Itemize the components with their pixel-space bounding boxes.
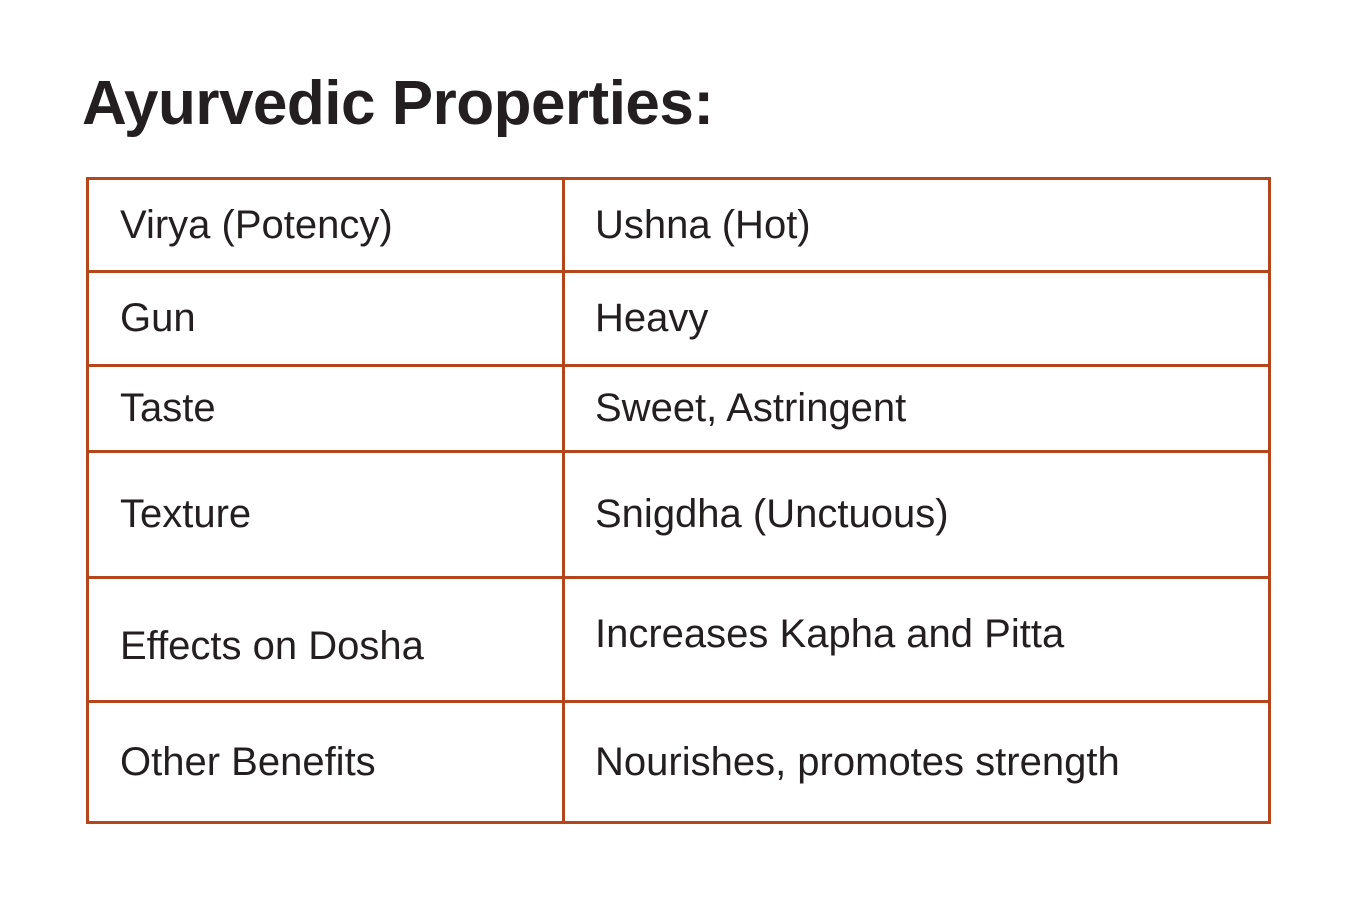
property-cell [88, 452, 564, 578]
table-row [88, 578, 1270, 702]
value-cell [564, 452, 1270, 578]
property-value: Heavy [595, 296, 709, 340]
property-value: Ushna (Hot) [595, 202, 811, 247]
property-cell [88, 366, 564, 452]
property-value: Increases Kapha and Pitta [595, 612, 1065, 656]
value-cell [564, 578, 1270, 702]
property-label: Other Benefits [120, 739, 376, 784]
table-row [88, 452, 1270, 578]
property-cell [88, 272, 564, 366]
property-label: Gun [120, 296, 196, 340]
property-label: Texture [120, 492, 252, 536]
property-cell [88, 578, 564, 702]
property-label: Effects on Dosha [120, 624, 424, 668]
table-row [88, 366, 1270, 452]
properties-table [86, 177, 1271, 824]
table-row [88, 702, 1270, 823]
value-cell [564, 272, 1270, 366]
value-cell [564, 366, 1270, 452]
property-label: Virya (Potency) [120, 202, 393, 247]
property-value: Snigdha (Unctuous) [595, 492, 949, 536]
property-value: Sweet, Astringent [595, 386, 907, 430]
value-cell [564, 179, 1270, 272]
property-value: Nourishes, promotes strength [595, 739, 1120, 784]
value-cell [564, 702, 1270, 823]
property-cell [88, 702, 564, 823]
table-row [88, 272, 1270, 366]
table-row [88, 179, 1270, 272]
property-label: Taste [120, 386, 216, 430]
property-cell [88, 179, 564, 272]
page-title: Ayurvedic Properties: [82, 69, 714, 138]
